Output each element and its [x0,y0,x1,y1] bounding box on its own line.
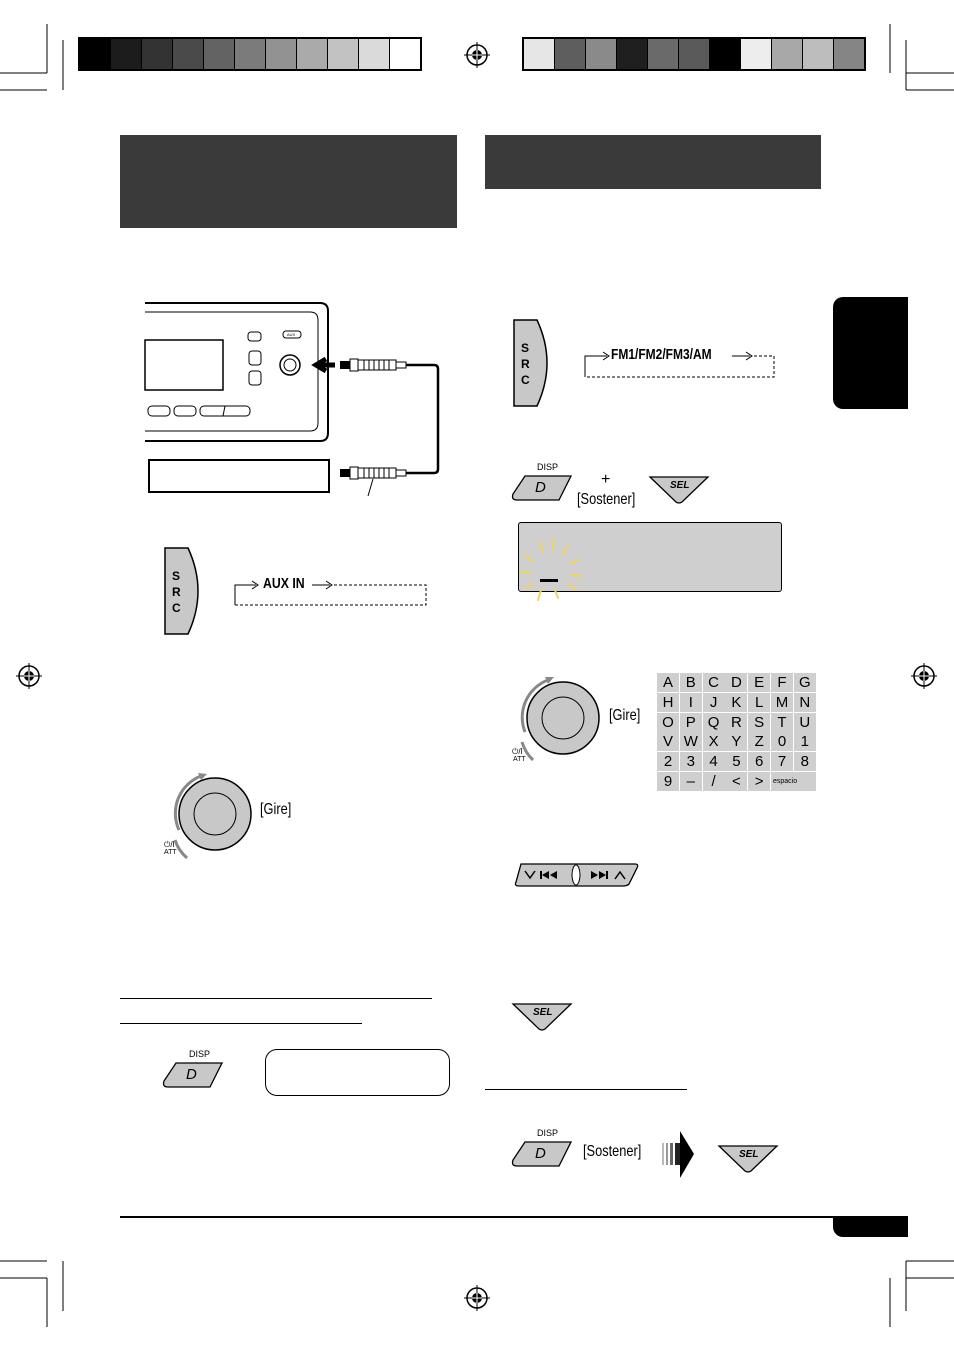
character-cell: Y [725,732,747,751]
disp-letter: D [535,479,546,496]
sel-button[interactable] [717,1143,779,1173]
next-step-arrow-icon [660,1131,696,1179]
character-cell: C [703,673,725,692]
src-letter: C [521,373,530,387]
display-box [265,1049,450,1096]
src-button[interactable] [164,547,200,635]
sel-button[interactable] [511,1001,573,1031]
character-cell: Z [748,732,770,751]
character-cell: < [725,772,747,791]
color-swatch [555,39,586,69]
registration-mark-icon [911,663,937,689]
src-flow-label: FM1/FM2/FM3/AM [611,346,712,363]
character-cell: P [680,713,702,732]
disp-button[interactable] [511,1140,573,1168]
character-cell: V [657,732,679,751]
src-letter: S [172,569,181,583]
character-cell: L [748,693,770,712]
color-swatch [741,39,772,69]
character-cell: D [725,673,747,692]
character-cell: 9 [657,772,679,791]
character-cell: / [703,772,725,791]
flashing-cursor-icon [512,538,587,606]
color-swatch [679,39,710,69]
color-bar-left [78,37,422,71]
sel-label: SEL [739,1149,759,1160]
external-device-box [148,459,330,493]
character-cell: H [657,693,679,712]
color-swatch [834,39,864,69]
character-cell: 2 [657,752,679,771]
registration-mark-icon [464,42,490,68]
character-cell: 4 [703,752,725,771]
character-cell: T [771,713,793,732]
color-swatch [524,39,555,69]
character-cell: I [680,693,702,712]
character-cell: 3 [680,752,702,771]
volume-knob[interactable] [515,672,610,767]
disp-label: DISP [537,1128,559,1138]
color-swatch [142,39,173,69]
disp-button[interactable] [162,1061,224,1089]
sel-label: SEL [670,480,690,491]
right-section-header [485,135,821,189]
color-swatch [390,39,420,69]
color-swatch [772,39,803,69]
color-swatch [648,39,679,69]
color-swatch [359,39,390,69]
character-cell: > [748,772,770,791]
registration-mark-icon [464,1285,490,1311]
rotate-label: [Gire] [260,801,292,818]
language-side-tab [833,297,908,409]
character-cell: U [794,713,816,732]
character-cell: S [748,713,770,732]
rotate-label: [Gire] [609,707,641,724]
character-cell: E [748,673,770,692]
character-cell: 8 [794,752,816,771]
color-swatch [328,39,359,69]
color-swatch [586,39,617,69]
character-cell: F [771,673,793,692]
color-swatch [173,39,204,69]
character-cell: 7 [771,752,793,771]
character-cell: 6 [748,752,770,771]
power-icon: ⏻/I [512,747,523,756]
character-cell: N [794,693,816,712]
character-cell: X [703,732,725,751]
att-label: ATT [513,756,526,763]
disp-button[interactable] [511,474,573,502]
page-number-tab [833,1217,908,1237]
character-cell: W [680,732,702,751]
src-button[interactable] [513,319,549,407]
disp-label: DISP [189,1049,211,1059]
seek-button[interactable] [513,862,639,888]
src-letter: C [172,601,181,615]
divider [120,998,432,999]
character-cell: G [794,673,816,692]
disp-letter: D [186,1066,197,1083]
att-label: ATT [164,849,177,856]
color-swatch [80,39,111,69]
color-swatch [803,39,834,69]
sel-label: SEL [533,1007,553,1018]
character-cell: espacio [771,772,816,791]
character-cell: M [771,693,793,712]
character-cell: O [657,713,679,732]
volume-knob[interactable] [165,770,260,865]
footer-rule [120,1216,908,1218]
src-letter: S [521,341,530,355]
color-swatch [710,39,741,69]
hold-label: [Sostener] [577,491,636,508]
hold-label: [Sostener] [583,1143,642,1160]
color-swatch [111,39,142,69]
color-swatch [266,39,297,69]
power-icon: ⏻/I [164,840,175,849]
divider [120,1023,362,1024]
character-cell: A [657,673,679,692]
color-swatch [297,39,328,69]
left-section-header [120,135,457,228]
color-swatch [235,39,266,69]
src-flow-arrow [230,575,430,610]
color-swatch [204,39,235,69]
src-letter: R [172,585,181,599]
divider [485,1089,687,1090]
sel-button[interactable] [648,474,710,504]
src-flow-label: AUX IN [263,575,305,592]
character-cell: 0 [771,732,793,751]
character-cell: B [680,673,702,692]
src-letter: R [521,357,530,371]
character-cell: K [725,693,747,712]
character-cell: Q [703,713,725,732]
character-cell: J [703,693,725,712]
character-cell: – [680,772,702,791]
disp-label: DISP [537,462,559,472]
character-cell: 1 [794,732,816,751]
plus-sign: + [601,471,611,488]
disp-letter: D [535,1145,546,1162]
character-cell: 5 [725,752,747,771]
aux-jack-label: AUX [287,332,296,337]
character-cell: R [725,713,747,732]
registration-mark-icon [16,663,42,689]
color-bar-right [522,37,866,71]
color-swatch [617,39,648,69]
